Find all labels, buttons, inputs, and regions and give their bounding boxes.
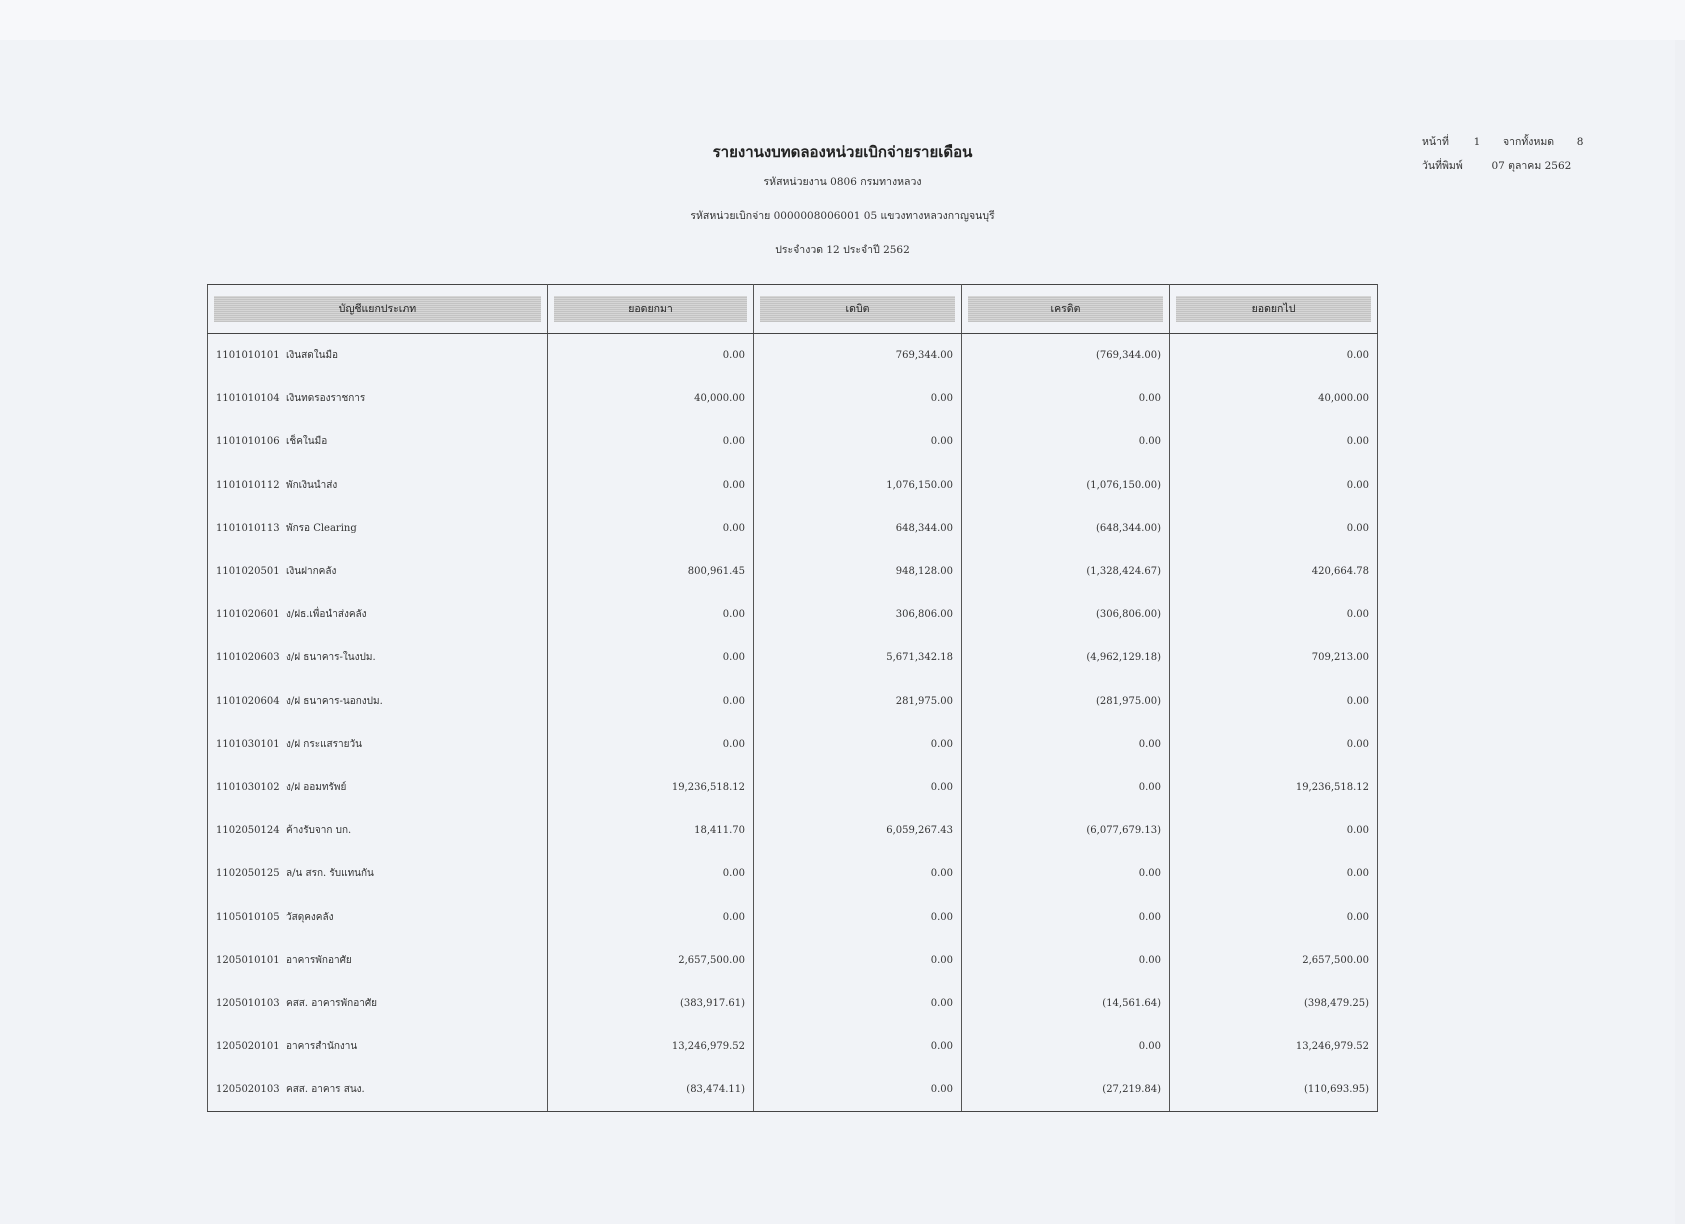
debit-cell: 0.00: [754, 420, 962, 463]
account-code: 1101020601: [216, 609, 280, 621]
brought-forward-cell: 0.00: [548, 334, 754, 378]
brought-forward-cell: 0.00: [548, 852, 754, 895]
carried-forward-cell: 0.00: [1170, 809, 1378, 852]
debit-cell: 306,806.00: [754, 593, 962, 636]
table-row: [208, 895, 1378, 938]
account-code: 1101030101: [216, 738, 280, 750]
credit-cell: (306,806.00): [962, 593, 1170, 636]
brought-forward-cell: 0.00: [548, 420, 754, 463]
account-name: ง/ฝ ธนาคาร-นอกงปม.: [286, 695, 383, 707]
account-cell: [208, 809, 548, 852]
carried-forward-cell: (398,479.25): [1170, 982, 1378, 1025]
table-row: [208, 809, 1378, 852]
account-name: ล/น สรก. รับแทนกัน: [286, 868, 374, 880]
brought-forward-cell: (383,917.61): [548, 982, 754, 1025]
disbursement-unit-code: รหัสหน่วยเบิกจ่าย 0000008006001 05 แขวงทางหลวงกาญจนบุรี: [690, 210, 995, 222]
column-header: ยอดยกมา: [548, 285, 754, 334]
column-header: ยอดยกไป: [1170, 285, 1378, 334]
table-row: [208, 636, 1378, 679]
table-row: [208, 1068, 1378, 1112]
account-code: 1102050124: [216, 825, 280, 837]
carried-forward-cell: 0.00: [1170, 334, 1378, 378]
page-label: หน้าที่: [1422, 136, 1449, 148]
credit-cell: (769,344.00): [962, 334, 1170, 378]
account-cell: [208, 550, 548, 593]
account-cell: [208, 334, 548, 378]
account-cell: [208, 680, 548, 723]
account-cell: [208, 766, 548, 809]
account-cell: [208, 1068, 548, 1112]
table-row: [208, 680, 1378, 723]
print-date-info: [1422, 157, 1571, 174]
credit-cell: (14,561.64): [962, 982, 1170, 1025]
account-code: 1101030102: [216, 781, 280, 793]
account-cell: [208, 723, 548, 766]
agency-code: รหัสหน่วยงาน 0806 กรมทางหลวง: [763, 176, 922, 188]
account-code: 1101010106: [216, 436, 280, 448]
brought-forward-cell: 13,246,979.52: [548, 1025, 754, 1068]
account-name: ง/ฝธ.เพื่อนำส่งคลัง: [286, 609, 367, 621]
debit-cell: 0.00: [754, 982, 962, 1025]
brought-forward-cell: 800,961.45: [548, 550, 754, 593]
credit-cell: (27,219.84): [962, 1068, 1170, 1112]
print-date: 07 ตุลาคม 2562: [1491, 160, 1572, 172]
table-row: [208, 723, 1378, 766]
credit-cell: (1,328,424.67): [962, 550, 1170, 593]
carried-forward-cell: 40,000.00: [1170, 377, 1378, 420]
credit-cell: 0.00: [962, 1025, 1170, 1068]
brought-forward-cell: 0.00: [548, 680, 754, 723]
table-row: [208, 982, 1378, 1025]
trial-balance-table: [207, 284, 1378, 1112]
print-date-label: วันที่พิมพ์: [1422, 160, 1463, 172]
credit-cell: 0.00: [962, 895, 1170, 938]
account-cell: [208, 377, 548, 420]
column-header: เครดิต: [962, 285, 1170, 334]
credit-cell: (281,975.00): [962, 680, 1170, 723]
brought-forward-cell: 0.00: [548, 507, 754, 550]
account-name: พักรอ Clearing: [286, 522, 357, 534]
account-code: 1101020604: [216, 695, 280, 707]
account-name: อาคารสำนักงาน: [286, 1041, 358, 1053]
account-cell: [208, 507, 548, 550]
account-code: 1101010104: [216, 393, 280, 405]
account-code: 1102050125: [216, 868, 280, 880]
account-name: เช็คในมือ: [286, 436, 328, 448]
debit-cell: 0.00: [754, 377, 962, 420]
carried-forward-cell: 709,213.00: [1170, 636, 1378, 679]
account-cell: [208, 464, 548, 507]
account-code: 1101020603: [216, 652, 280, 664]
debit-cell: 948,128.00: [754, 550, 962, 593]
brought-forward-cell: 0.00: [548, 593, 754, 636]
table-row: [208, 766, 1378, 809]
account-code: 1205010101: [216, 954, 280, 966]
table-row: [208, 464, 1378, 507]
page-info: [1422, 133, 1583, 150]
account-code: 1205020101: [216, 1041, 280, 1053]
account-name: เงินฝากคลัง: [286, 566, 337, 578]
credit-cell: (6,077,679.13): [962, 809, 1170, 852]
carried-forward-cell: 0.00: [1170, 507, 1378, 550]
debit-cell: 0.00: [754, 895, 962, 938]
account-cell: [208, 895, 548, 938]
debit-cell: 5,671,342.18: [754, 636, 962, 679]
account-name: ง/ฝ ธนาคาร-ในงปม.: [286, 652, 376, 664]
debit-cell: 1,076,150.00: [754, 464, 962, 507]
debit-cell: 0.00: [754, 1068, 962, 1112]
carried-forward-cell: 0.00: [1170, 680, 1378, 723]
table-row: [208, 420, 1378, 463]
carried-forward-cell: 0.00: [1170, 723, 1378, 766]
account-code: 1205020103: [216, 1084, 280, 1096]
table-row: [208, 507, 1378, 550]
debit-cell: 0.00: [754, 939, 962, 982]
account-code: 1101010113: [216, 522, 280, 534]
debit-cell: 648,344.00: [754, 507, 962, 550]
column-header: เดบิต: [754, 285, 962, 334]
account-name: อาคารพักอาศัย: [286, 954, 352, 966]
carried-forward-cell: 0.00: [1170, 464, 1378, 507]
account-name: คสส. อาคารพักอาศัย: [286, 997, 378, 1009]
total-label: จากทั้งหมด: [1502, 136, 1555, 148]
brought-forward-cell: 40,000.00: [548, 377, 754, 420]
brought-forward-cell: 18,411.70: [548, 809, 754, 852]
brought-forward-cell: 0.00: [548, 636, 754, 679]
brought-forward-cell: 19,236,518.12: [548, 766, 754, 809]
account-code: 1101020501: [216, 566, 280, 578]
table-row: [208, 939, 1378, 982]
brought-forward-cell: 0.00: [548, 895, 754, 938]
account-name: ง/ฝ กระแสรายวัน: [286, 738, 362, 750]
table-row: [208, 550, 1378, 593]
table-body: [208, 334, 1378, 1112]
carried-forward-cell: 13,246,979.52: [1170, 1025, 1378, 1068]
debit-cell: 281,975.00: [754, 680, 962, 723]
carried-forward-cell: 19,236,518.12: [1170, 766, 1378, 809]
table-row: [208, 852, 1378, 895]
account-cell: [208, 1025, 548, 1068]
account-cell: [208, 593, 548, 636]
account-name: เงินสดในมือ: [286, 350, 339, 362]
carried-forward-cell: 0.00: [1170, 593, 1378, 636]
table-row: [208, 334, 1378, 378]
debit-cell: 6,059,267.43: [754, 809, 962, 852]
account-name: ค้างรับจาก บก.: [286, 825, 352, 837]
account-name: เงินทดรองราชการ: [286, 393, 366, 405]
credit-cell: (4,962,129.18): [962, 636, 1170, 679]
carried-forward-cell: 2,657,500.00: [1170, 939, 1378, 982]
credit-cell: 0.00: [962, 852, 1170, 895]
account-name: วัสดุคงคลัง: [286, 911, 334, 923]
carried-forward-cell: 0.00: [1170, 895, 1378, 938]
account-cell: [208, 939, 548, 982]
table-row: [208, 377, 1378, 420]
brought-forward-cell: 0.00: [548, 464, 754, 507]
account-cell: [208, 636, 548, 679]
debit-cell: 769,344.00: [754, 334, 962, 378]
carried-forward-cell: 0.00: [1170, 420, 1378, 463]
account-cell: [208, 982, 548, 1025]
column-header: บัญชีแยกประเภท: [208, 285, 548, 334]
credit-cell: 0.00: [962, 723, 1170, 766]
debit-cell: 0.00: [754, 766, 962, 809]
credit-cell: 0.00: [962, 377, 1170, 420]
account-cell: [208, 420, 548, 463]
credit-cell: 0.00: [962, 939, 1170, 982]
total-pages: 8: [1576, 136, 1584, 148]
table-row: [208, 1025, 1378, 1068]
debit-cell: 0.00: [754, 1025, 962, 1068]
account-code: 1101010101: [216, 350, 280, 362]
report-period: ประจำงวด 12 ประจำปี 2562: [775, 244, 910, 256]
report-title: รายงานงบทดลองหน่วยเบิกจ่ายรายเดือน: [712, 143, 973, 161]
brought-forward-cell: (83,474.11): [548, 1068, 754, 1112]
page-number: 1: [1473, 136, 1481, 148]
credit-cell: 0.00: [962, 766, 1170, 809]
credit-cell: 0.00: [962, 420, 1170, 463]
brought-forward-cell: 2,657,500.00: [548, 939, 754, 982]
account-name: คสส. อาคาร สนง.: [286, 1084, 365, 1096]
credit-cell: (648,344.00): [962, 507, 1170, 550]
carried-forward-cell: (110,693.95): [1170, 1068, 1378, 1112]
credit-cell: (1,076,150.00): [962, 464, 1170, 507]
account-code: 1101010112: [216, 479, 280, 491]
account-cell: [208, 852, 548, 895]
scan-margin: [0, 0, 1685, 40]
brought-forward-cell: 0.00: [548, 723, 754, 766]
account-name: พักเงินนำส่ง: [286, 479, 338, 491]
carried-forward-cell: 0.00: [1170, 852, 1378, 895]
carried-forward-cell: 420,664.78: [1170, 550, 1378, 593]
debit-cell: 0.00: [754, 852, 962, 895]
table-row: [208, 593, 1378, 636]
account-code: 1205010103: [216, 997, 280, 1009]
table-header-row: [208, 285, 1378, 334]
debit-cell: 0.00: [754, 723, 962, 766]
account-code: 1105010105: [216, 911, 280, 923]
account-name: ง/ฝ ออมทรัพย์: [286, 781, 347, 793]
